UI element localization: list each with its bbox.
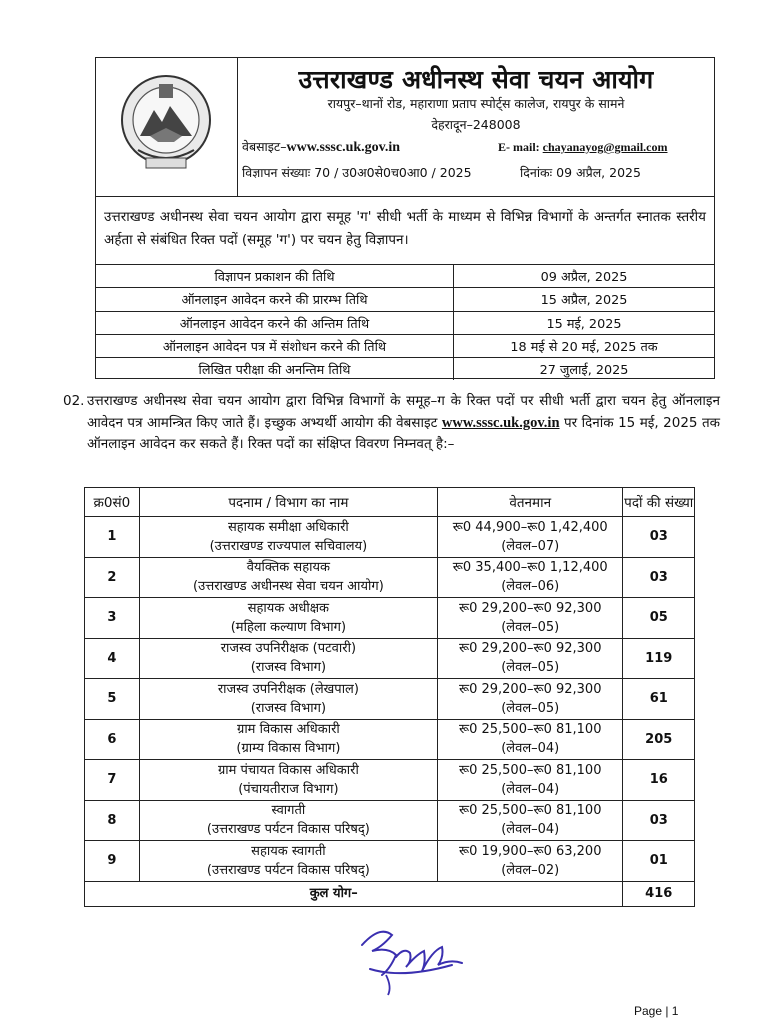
paragraph-text-b: पर दिनांक 15 मई, 2025 तक ऑनलाइन आवेदन कर सकते हैं। रिक्त पदों का संक्षिप्त विवरण निम्नवत् है:–	[87, 414, 721, 452]
table-row	[85, 760, 695, 801]
serial-number: 2	[107, 569, 117, 585]
col-serial: क्र0सं0	[85, 488, 140, 517]
post-count: 205	[645, 731, 673, 747]
serial-number: 8	[107, 812, 117, 828]
total-row	[85, 881, 695, 906]
date-value: 09 अप्रैल, 2025	[454, 265, 715, 288]
post-cell	[139, 638, 437, 679]
post-name: सहायक समीक्षा अधिकारी	[227, 519, 349, 535]
commission-seal-icon	[118, 70, 214, 182]
post-count: 05	[649, 610, 668, 626]
pay-scale: रू0 25,500–रू0 81,100	[458, 722, 602, 738]
serial-cell	[85, 679, 140, 720]
intro-text: उत्तराखण्ड अधीनस्थ सेवा चयन आयोग द्वारा समूह 'ग' सीधी भर्ती के माध्यम से विभिन्न विभागों के अन्तर्गत स्नातक स्तरीय अर्हता से संबंधित रिक्त पदों (समूह 'ग') पर चयन हेतु विज्ञापन।	[104, 209, 706, 248]
pay-scale: रू0 35,400–रू0 1,12,400	[452, 560, 608, 576]
department-name: (उत्तराखण्ड पर्यटन विकास परिषद्)	[206, 862, 370, 878]
post-cell	[139, 841, 437, 882]
pay-level: (लेवल–02)	[501, 862, 560, 878]
vacancy-table	[84, 487, 695, 907]
pay-level: (लेवल–05)	[501, 700, 560, 716]
pay-level: (लेवल–04)	[501, 741, 560, 757]
pay-scale: रू0 25,500–रू0 81,100	[458, 803, 602, 819]
count-cell	[623, 557, 695, 598]
pay-cell	[437, 719, 623, 760]
col-post-count: पदों की संख्या	[623, 488, 695, 517]
date-row	[96, 358, 714, 381]
pay-level: (लेवल–04)	[501, 781, 560, 797]
table-row	[85, 719, 695, 760]
serial-cell	[85, 598, 140, 639]
post-cell	[139, 598, 437, 639]
paragraph-website-link[interactable]: www.sssc.uk.gov.in	[441, 414, 560, 431]
table-row	[85, 679, 695, 720]
serial-cell	[85, 841, 140, 882]
post-name: राजस्व उपनिरीक्षक (पटवारी)	[220, 641, 357, 657]
date-value: 27 जुलाई, 2025	[454, 358, 715, 381]
post-count: 61	[649, 691, 668, 707]
date-value: 15 अप्रैल, 2025	[454, 288, 715, 311]
date-label: ऑनलाइन आवेदन करने की प्रारम्भ तिथि	[96, 288, 454, 311]
table-row	[85, 638, 695, 679]
post-count: 03	[649, 529, 668, 545]
pay-level: (लेवल–06)	[501, 579, 560, 595]
pay-cell	[437, 638, 623, 679]
department-name: (उत्तराखण्ड पर्यटन विकास परिषद्)	[206, 822, 370, 838]
ad-date: दिनांकः 09 अप्रैल, 2025	[520, 165, 641, 180]
pay-scale: रू0 44,900–रू0 1,42,400	[452, 519, 608, 535]
pay-cell	[437, 760, 623, 801]
date-row	[96, 334, 714, 357]
paragraph-text-a: उत्तराखण्ड अधीनस्थ सेवा चयन आयोग द्वारा विभिन्न विभागों के समूह–ग के रिक्त पदों पर सीधी भर्ती द्वारा चयन हेतु ऑनलाइन आवेदन पत्र आमन्त्रित किए जाते हैं। इच्छुक अभ्यर्थी आयोग की वेबसाइट	[87, 393, 720, 431]
post-cell	[139, 719, 437, 760]
table-row	[85, 517, 695, 558]
pay-scale: रू0 29,200–रू0 92,300	[458, 600, 602, 616]
date-label: विज्ञापन प्रकाशन की तिथि	[96, 265, 454, 288]
serial-number: 1	[107, 529, 117, 545]
post-name: सहायक अधीक्षक	[247, 600, 330, 616]
pay-level: (लेवल–07)	[501, 538, 560, 554]
serial-number: 6	[107, 731, 117, 747]
pay-cell	[437, 598, 623, 639]
serial-cell	[85, 719, 140, 760]
email-label: E- mail:	[498, 140, 540, 154]
date-label: लिखित परीक्षा की अनन्तिम तिथि	[96, 358, 454, 381]
notice-header-box	[95, 57, 715, 379]
total-value: 416	[623, 881, 695, 906]
department-name: (उत्तराखण्ड राज्यपाल सचिवालय)	[209, 538, 368, 554]
serial-number: 3	[107, 610, 117, 626]
pay-cell	[437, 679, 623, 720]
serial-number: 7	[107, 772, 117, 788]
table-row	[85, 800, 695, 841]
post-cell	[139, 760, 437, 801]
page-number: Page | 1	[634, 1004, 679, 1018]
website-line	[242, 138, 400, 156]
post-cell	[139, 557, 437, 598]
date-row	[96, 288, 714, 311]
signature-image	[352, 917, 472, 997]
paragraph-number: 02.	[63, 393, 85, 409]
date-value: 15 मई, 2025	[454, 311, 715, 334]
serial-cell	[85, 760, 140, 801]
letterhead	[96, 58, 714, 197]
pay-cell	[437, 841, 623, 882]
table-row	[85, 841, 695, 882]
post-count: 119	[645, 650, 673, 666]
table-row	[85, 557, 695, 598]
count-cell	[623, 598, 695, 639]
post-count: 16	[649, 772, 668, 788]
total-label	[85, 881, 623, 906]
date-label: ऑनलाइन आवेदन पत्र में संशोधन करने की तिथि	[96, 334, 454, 357]
important-dates-table	[96, 264, 714, 380]
pay-cell	[437, 517, 623, 558]
pay-level: (लेवल–05)	[501, 619, 560, 635]
serial-cell	[85, 517, 140, 558]
department-name: (राजस्व विभाग)	[250, 700, 327, 716]
date-label: ऑनलाइन आवेदन करने की अन्तिम तिथि	[96, 311, 454, 334]
serial-cell	[85, 557, 140, 598]
table-row	[85, 598, 695, 639]
pay-scale: रू0 29,200–रू0 92,300	[458, 681, 602, 697]
col-pay-scale: वेतनमान	[437, 488, 623, 517]
department-name: (राजस्व विभाग)	[250, 660, 327, 676]
post-count: 01	[649, 853, 668, 869]
paragraph-02	[63, 391, 720, 456]
email-link[interactable]: chayanayog@gmail.com	[542, 140, 668, 154]
post-cell	[139, 517, 437, 558]
count-cell	[623, 517, 695, 558]
date-row	[96, 265, 714, 288]
website-label: वेबसाइट–	[242, 139, 287, 154]
department-name: (पंचायतीराज विभाग)	[238, 781, 339, 797]
pay-scale: रू0 19,900–रू0 63,200	[458, 843, 602, 859]
department-name: (ग्राम्य विकास विभाग)	[236, 741, 341, 757]
post-name: सहायक स्वागती	[251, 843, 326, 859]
post-name: वैयक्तिक सहायक	[246, 560, 330, 576]
serial-number: 4	[107, 650, 117, 666]
address-line-1: रायपुर–थानों रोड, महाराणा प्रताप स्पोर्ट्स कालेज, रायपुर के सामने	[327, 96, 625, 111]
count-cell	[623, 760, 695, 801]
post-name: ग्राम पंचायत विकास अधिकारी	[217, 762, 359, 778]
col-post-name: पदनाम / विभाग का नाम	[139, 488, 437, 517]
serial-cell	[85, 800, 140, 841]
count-cell	[623, 679, 695, 720]
table-header-row	[85, 488, 695, 517]
email-line	[498, 140, 668, 155]
count-cell	[623, 719, 695, 760]
address-line-2: देहरादून–248008	[431, 117, 521, 132]
post-cell	[139, 679, 437, 720]
pay-cell	[437, 557, 623, 598]
serial-number: 9	[107, 853, 117, 869]
pay-cell	[437, 800, 623, 841]
pay-level: (लेवल–04)	[501, 822, 560, 838]
post-count: 03	[649, 812, 668, 828]
date-value: 18 मई से 20 मई, 2025 तक	[454, 334, 715, 357]
post-cell	[139, 800, 437, 841]
count-cell	[623, 841, 695, 882]
post-name: राजस्व उपनिरीक्षक (लेखपाल)	[217, 681, 359, 697]
date-row	[96, 311, 714, 334]
serial-number: 5	[107, 691, 117, 707]
count-cell	[623, 638, 695, 679]
count-cell	[623, 800, 695, 841]
pay-scale: रू0 29,200–रू0 92,300	[458, 641, 602, 657]
department-name: (महिला कल्याण विभाग)	[230, 619, 347, 635]
website-link[interactable]: www.sssc.uk.gov.in	[286, 140, 401, 155]
logo-cell	[96, 58, 238, 196]
pay-level: (लेवल–05)	[501, 660, 560, 676]
serial-cell	[85, 638, 140, 679]
post-name: ग्राम विकास अधिकारी	[236, 722, 340, 738]
org-name: उत्तराखण्ड अधीनस्थ सेवा चयन आयोग	[298, 65, 654, 94]
total-label-text: कुल योग–	[309, 886, 358, 901]
ad-number: विज्ञापन संख्याः 70 / उ0अ0से0च0आ0 / 2025	[242, 165, 472, 180]
post-name: स्वागती	[271, 803, 306, 819]
pay-scale: रू0 25,500–रू0 81,100	[458, 762, 602, 778]
post-count: 03	[649, 569, 668, 585]
department-name: (उत्तराखण्ड अधीनस्थ सेवा चयन आयोग)	[193, 579, 384, 595]
